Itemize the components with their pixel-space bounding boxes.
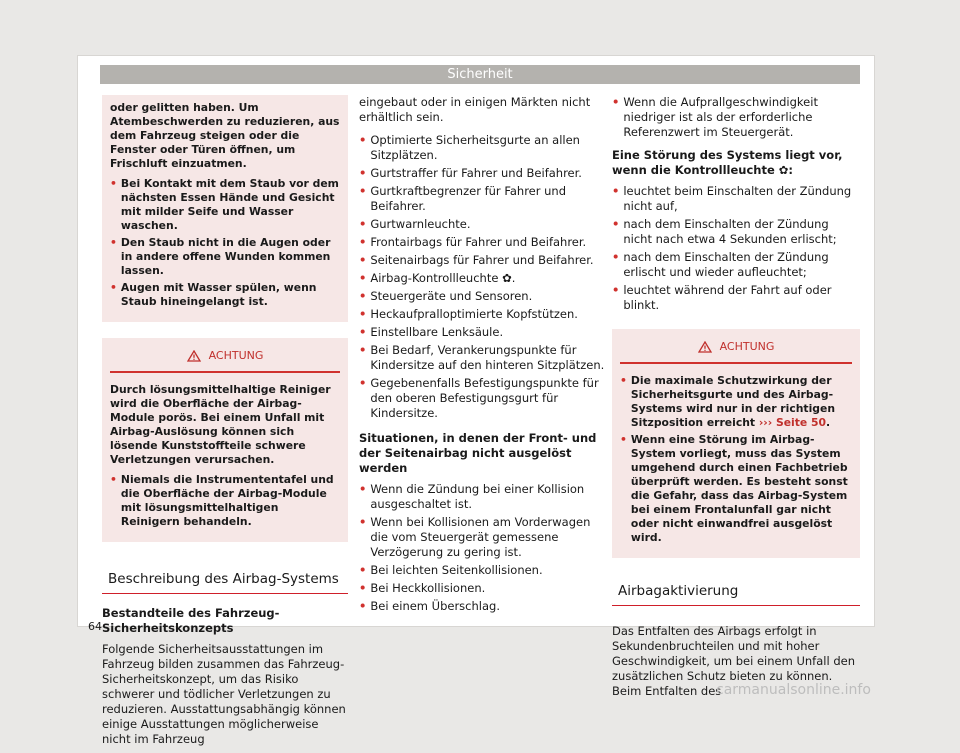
warning-bullet: • Den Staub nicht in die Augen oder in andere offene Wunden kommen lassen. <box>110 236 331 277</box>
list-item: • Wenn die Zündung bei einer Kollision ausgeschaltet ist. <box>359 482 585 511</box>
list-item: • Bei einem Überschlag. <box>359 599 500 613</box>
warning-title: ACHTUNG <box>719 340 775 353</box>
body-text: eingebaut oder in einigen Märkten nicht erhältlich sein. <box>359 95 591 124</box>
warning-intro: oder gelitten haben. Um Atembeschwerden zu reduzieren, aus dem Fahrzeug steigen oder die Fenster oder Türen öffnen, um Frischluft einzuatmen. <box>110 101 340 170</box>
airbag-warning-light-icon: ✿ <box>502 271 512 285</box>
list-item: • Gurtwarnleuchte. <box>359 217 471 231</box>
warning-bullet: • Die maximale Schutzwirkung der Sicherheitsgurte und des Airbag-Systems wird nur in der richtigen Sitzposition erreicht ››› Seite 50. <box>620 374 836 429</box>
list-item: • Heckaufpralloptimierte Kopfstützen. <box>359 307 578 321</box>
list-item: • Frontairbags für Fahrer und Beifahrer. <box>359 235 587 249</box>
warning-triangle-icon <box>698 341 712 353</box>
list-item: • leuchtet beim Einschalten der Zündung nicht auf, <box>612 184 852 213</box>
warning-bullet: • Niemals die Instrumententafel und die Oberfläche der Airbag-Module mit lösungsmittelhaltigen Reinigern behandeln. <box>110 473 334 528</box>
page-reference-link[interactable]: ››› Seite 50 <box>758 416 827 429</box>
list-item: • Gegebenenfalls Befestigungspunkte für den oberen Befestigungsgurt für Kindersitze. <box>359 376 599 420</box>
column-3 <box>612 95 860 705</box>
list-item: • Wenn die Aufprallgeschwindigkeit niedriger ist als der erforderliche Referenzwert im Steuergerät. <box>612 95 818 139</box>
list-item: • Bei Bedarf, Verankerungspunkte für Kindersitze auf den hinteren Sitzplätzen. <box>359 343 605 372</box>
page-header: Sicherheit <box>100 65 860 84</box>
subheading: Bestandteile des Fahrzeug-Sicherheitskonzepts <box>102 606 280 635</box>
body-text: Das Entfalten des Airbags erfolgt in Sekundenbruchteilen und mit hoher Geschwindigkeit, um bei einem Unfall den zusätzlichen Schutz bieten zu können. Beim Entfalten des <box>612 624 855 698</box>
list-item: • Bei leichten Seitenkollisionen. <box>359 563 543 577</box>
subheading: Eine Störung des Systems liegt vor, wenn die Kontrollleuchte ✿: <box>612 148 843 177</box>
list-item: • Gurtkraftbegrenzer für Fahrer und Beifahrer. <box>359 184 567 213</box>
list-item: • Gurtstraffer für Fahrer und Beifahrer. <box>359 166 582 180</box>
list-item: • Steuergeräte und Sensoren. <box>359 289 533 303</box>
watermark: carmanualsonline.info <box>716 682 871 698</box>
warning-text: Durch lösungsmittelhaltige Reiniger wird die Oberfläche der Airbag-Module porös. Bei einem Unfall mit Airbag-Auslösung können sich lösende Kunststoffteile schwere Verletzungen verursachen. <box>110 383 331 466</box>
warning-box <box>612 329 860 558</box>
airbag-warning-light-icon: ✿ <box>778 163 789 177</box>
warning-triangle-icon <box>187 350 201 362</box>
list-item: • nach dem Einschalten der Zündung erlischt und wieder aufleuchtet; <box>612 250 829 279</box>
warning-heading <box>110 348 340 363</box>
warning-bullet: • Wenn eine Störung im Airbag-System vorliegt, muss das System umgehend durch einen Fachbetrieb überprüft werden. Es besteht sonst die Gefahr, dass das Airbag-System bei einem Frontalunfall gar nicht oder nicht einwandfrei ausgelöst wird. <box>620 433 848 544</box>
warning-divider <box>620 362 852 364</box>
list-item: • nach dem Einschalten der Zündung nicht nach etwa 4 Sekunden erlischt; <box>612 217 837 246</box>
section-title: Beschreibung des Airbag-Systems <box>102 572 348 594</box>
list-item: • Einstellbare Lenksäule. <box>359 325 504 339</box>
warning-divider <box>110 371 340 373</box>
warning-bullet: • Bei Kontakt mit dem Staub vor dem nächsten Essen Hände und Gesicht mit milder Seife und Wasser waschen. <box>110 177 339 232</box>
list-item: • Wenn bei Kollisionen am Vorderwagen die vom Steuergerät gemessene Verzögerung zu gering ist. <box>359 515 591 559</box>
list-item: • Optimierte Sicherheitsgurte an allen Sitzplätzen. <box>359 133 580 162</box>
list-item: • leuchtet während der Fahrt auf oder blinkt. <box>612 283 832 312</box>
subheading: Situationen, in denen der Front- und der Seitenairbag nicht ausgelöst werden <box>359 431 597 475</box>
column-1 <box>102 95 348 753</box>
list-item: • Bei Heckkollisionen. <box>359 581 486 595</box>
warning-box <box>102 338 348 542</box>
list-item: • Seitenairbags für Fahrer und Beifahrer. <box>359 253 594 267</box>
page-number: 64 <box>88 620 102 633</box>
column-2 <box>359 95 609 617</box>
list-item: • Airbag-Kontrollleuchte ✿. <box>359 271 516 285</box>
body-text: Folgende Sicherheitsausstattungen im Fahrzeug bilden zusammen das Fahrzeug-Sicherheitskonzept, um das Risiko schwerer und tödlicher Verletzungen zu reduzieren. Ausstattungsabhängig können einige Ausstattungen möglicherweise nicht im Fahrzeug <box>102 642 346 746</box>
section-title: Airbagaktivierung <box>612 584 860 606</box>
continued-warning-box <box>102 95 348 322</box>
warning-bullet: • Augen mit Wasser spülen, wenn Staub hineingelangt ist. <box>110 281 317 308</box>
warning-heading <box>620 339 852 354</box>
warning-title: ACHTUNG <box>208 349 264 362</box>
